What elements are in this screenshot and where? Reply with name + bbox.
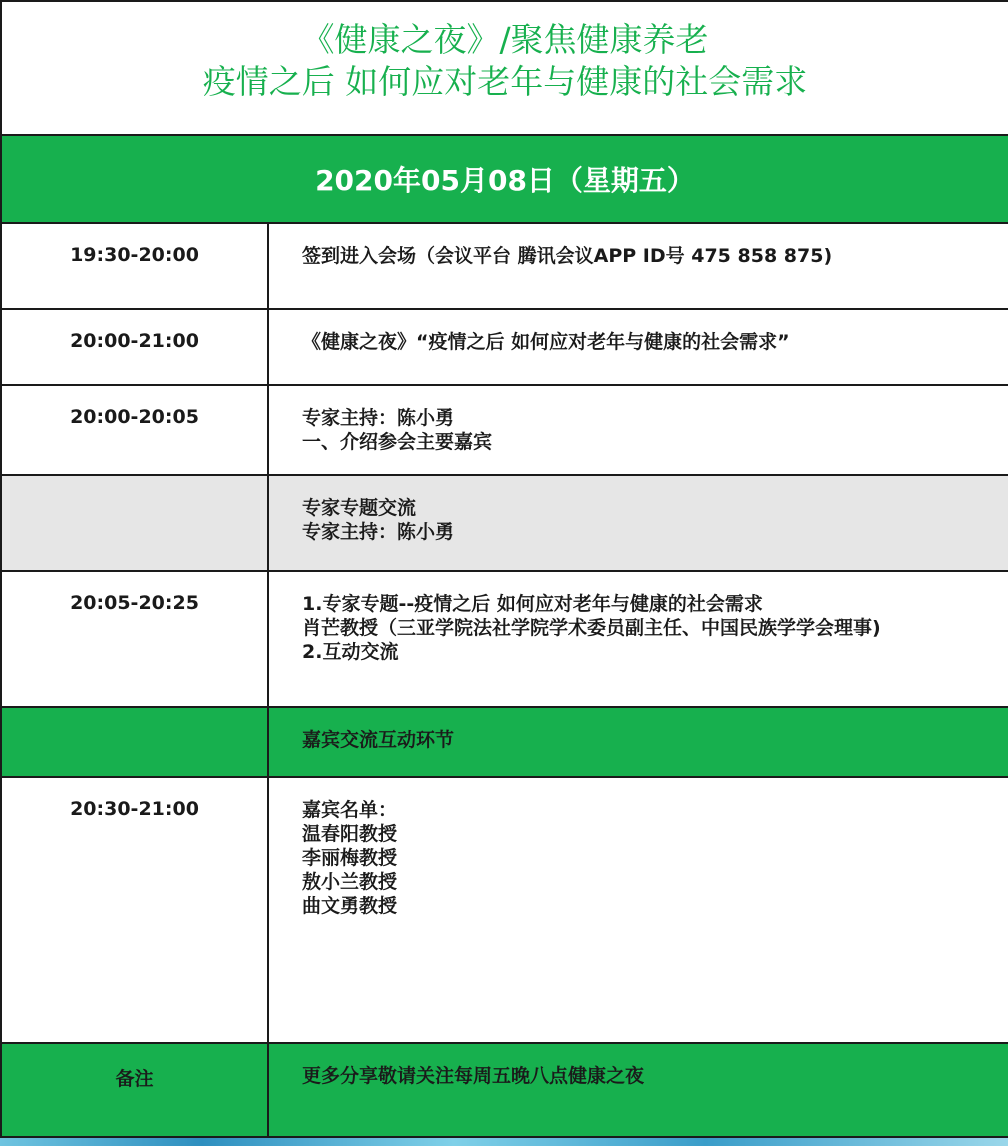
schedule-row-expert-exchange (2, 476, 1008, 572)
content-line: 嘉宾名单： (302, 799, 398, 821)
content-line: 专家主持：陈小勇 (302, 407, 455, 429)
time-cell: 20:00-20:05 (2, 386, 269, 474)
content-line: 签到进入会场（会议平台 腾讯会议APP ID号 475 858 875) (302, 245, 833, 267)
content-cell (269, 778, 1008, 1042)
content-cell (269, 310, 1008, 384)
schedule-row-guest-interaction (2, 708, 1008, 778)
date-banner (2, 136, 1008, 224)
content-line: 专家专题交流 (302, 497, 417, 519)
content-line: 肖芒教授（三亚学院法社学院学术委员副主任、中国民族学学会理事) (302, 617, 881, 639)
content-line: 嘉宾交流互动环节 (302, 729, 455, 751)
time-cell (2, 476, 269, 570)
content-cell (269, 1044, 1008, 1136)
guest-name: 敖小兰教授 (302, 871, 398, 893)
remarks-label: 备注 (2, 1044, 269, 1136)
guest-name: 温春阳教授 (302, 823, 398, 845)
page-title (2, 2, 1008, 136)
title-line-1: 《健康之夜》/聚焦健康养老 (301, 20, 709, 59)
schedule-row-guest-list (2, 778, 1008, 1044)
schedule-row-main-session (2, 310, 1008, 386)
content-line: 一、介绍参会主要嘉宾 (302, 431, 493, 453)
content-cell (269, 386, 1008, 474)
content-line: 2.互动交流 (302, 641, 399, 663)
schedule-row-remarks (2, 1044, 1008, 1136)
guest-name: 李丽梅教授 (302, 847, 398, 869)
content-cell (269, 476, 1008, 570)
content-line: 《健康之夜》“疫情之后 如何应对老年与健康的社会需求” (302, 331, 790, 353)
content-line: 更多分享敬请关注每周五晚八点健康之夜 (302, 1065, 645, 1087)
content-line: 专家主持：陈小勇 (302, 521, 455, 543)
time-cell: 20:00-21:00 (2, 310, 269, 384)
title-line-2: 疫情之后 如何应对老年与健康的社会需求 (202, 62, 808, 101)
schedule-row-checkin (2, 224, 1008, 310)
content-line: 1.专家专题--疫情之后 如何应对老年与健康的社会需求 (302, 593, 763, 615)
date-text: 2020年05月08日（星期五） (315, 164, 695, 197)
guest-name: 曲文勇教授 (302, 895, 398, 917)
content-cell (269, 708, 1008, 776)
schedule-row-intro (2, 386, 1008, 476)
content-cell (269, 224, 1008, 308)
schedule-row-expert-topic (2, 572, 1008, 708)
time-cell: 19:30-20:00 (2, 224, 269, 308)
time-cell (2, 708, 269, 776)
time-cell: 20:05-20:25 (2, 572, 269, 706)
content-cell (269, 572, 1008, 706)
time-cell: 20:30-21:00 (2, 778, 269, 1042)
